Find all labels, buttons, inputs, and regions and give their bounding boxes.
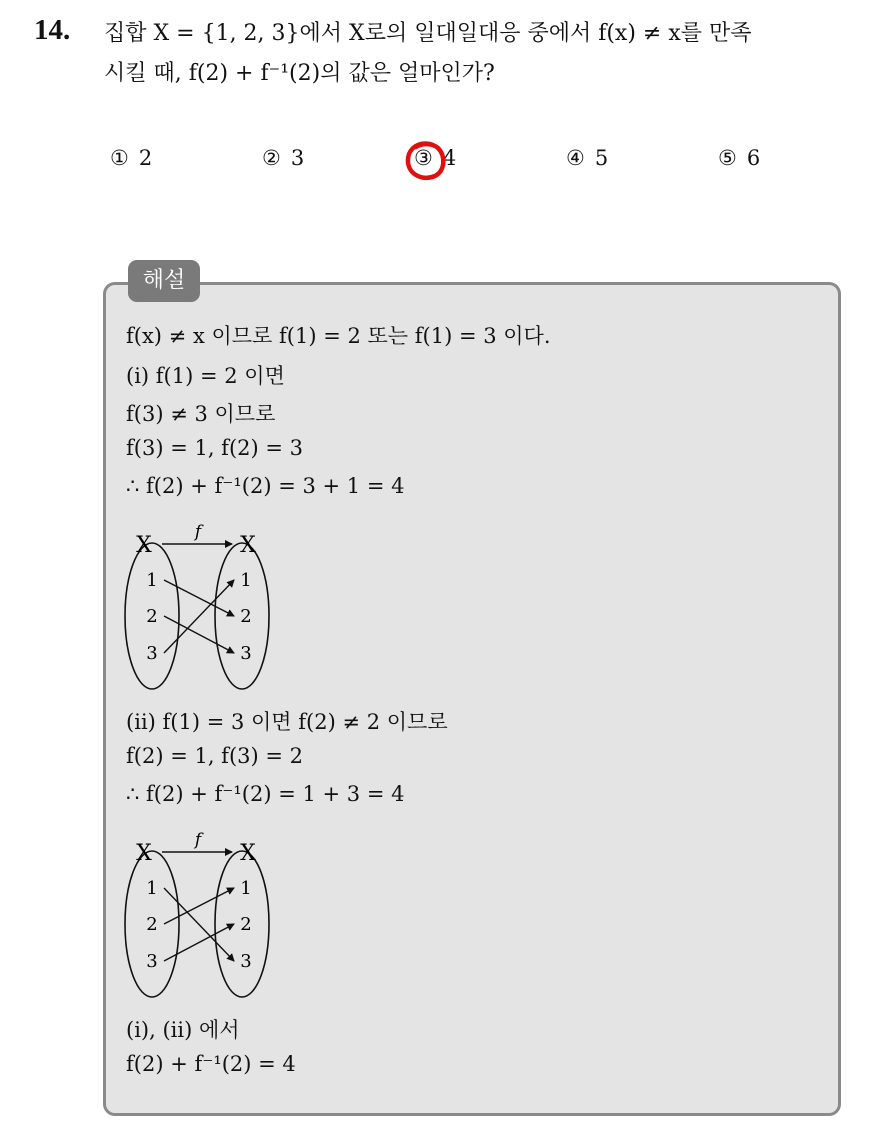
function-label: f [194, 830, 202, 850]
mapping-arrow [164, 888, 234, 924]
mapping-diagram-2 [122, 828, 282, 1004]
question-number: 14. [34, 14, 71, 46]
choice-marker: ① [110, 146, 129, 170]
mapping-arrow [164, 580, 234, 653]
codomain-element: 2 [240, 606, 252, 627]
domain-element: 2 [146, 914, 158, 935]
codomain-set-label: X [240, 841, 256, 866]
choice-1[interactable] [110, 146, 152, 170]
question-text-line-2: 시킬 때, f(2) + f⁻¹(2)의 값은 얼마인가? [104, 61, 495, 86]
answer-circle-mark [402, 138, 448, 184]
domain-element: 3 [146, 951, 158, 972]
codomain-element: 1 [240, 570, 252, 591]
domain-set-label: X [136, 841, 152, 866]
mapping-diagram-1 [122, 520, 282, 696]
domain-set-label: X [136, 533, 152, 558]
codomain-element: 3 [240, 951, 252, 972]
solution-line-2: (ⅰ) f(1) = 2 이면 [126, 364, 285, 388]
choice-2[interactable] [262, 146, 304, 170]
mapping-arrow [164, 924, 234, 961]
codomain-set-label: X [240, 533, 256, 558]
mapping-arrow [164, 888, 234, 961]
choice-5[interactable] [718, 146, 760, 170]
codomain-element: 3 [240, 643, 252, 664]
solution-line-7: f(2) = 1, f(3) = 2 [126, 744, 304, 768]
choice-value: 4 [442, 146, 457, 170]
solution-tag: 해설 [128, 260, 200, 302]
domain-element: 3 [146, 643, 158, 664]
solution-line-1: f(x) ≠ x 이므로 f(1) = 2 또는 f(1) = 3 이다. [126, 324, 551, 348]
choice-marker: ③ [414, 146, 433, 170]
solution-line-3: f(3) ≠ 3 이므로 [126, 402, 276, 426]
codomain-element: 2 [240, 914, 252, 935]
choice-value: 6 [746, 146, 761, 170]
domain-element: 1 [146, 878, 158, 899]
question-text-line-1: 집합 X = {1, 2, 3}에서 X로의 일대일대응 중에서 f(x) ≠ x를 만족 [104, 21, 752, 46]
domain-element: 1 [146, 570, 158, 591]
mapping-arrow [164, 580, 234, 616]
choice-marker: ② [262, 146, 281, 170]
choice-value: 2 [138, 146, 153, 170]
domain-element: 2 [146, 606, 158, 627]
solution-line-8: ∴ f(2) + f⁻¹(2) = 1 + 3 = 4 [126, 782, 405, 806]
solution-line-5: ∴ f(2) + f⁻¹(2) = 3 + 1 = 4 [126, 474, 405, 498]
function-label: f [194, 522, 202, 542]
choice-4[interactable] [566, 146, 608, 170]
choice-value: 3 [290, 146, 305, 170]
solution-line-10: f(2) + f⁻¹(2) = 4 [126, 1052, 296, 1076]
mapping-arrow [164, 616, 234, 653]
solution-line-4: f(3) = 1, f(2) = 3 [126, 436, 304, 460]
solution-line-6: (ⅱ) f(1) = 3 이면 f(2) ≠ 2 이므로 [126, 710, 448, 734]
codomain-element: 1 [240, 878, 252, 899]
choice-value: 5 [594, 146, 609, 170]
solution-line-9: (ⅰ), (ⅱ) 에서 [126, 1018, 240, 1042]
choice-marker: ④ [566, 146, 585, 170]
choice-marker: ⑤ [718, 146, 737, 170]
